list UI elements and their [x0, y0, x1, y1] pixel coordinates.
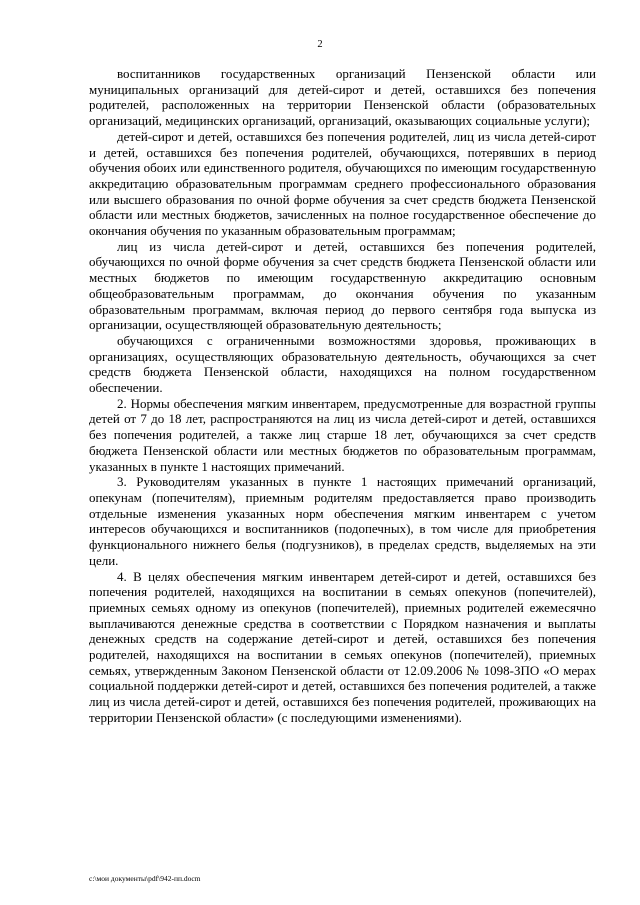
paragraph-former-orphans: лиц из числа детей-сирот и детей, оставшихся без попечения родителей, обучающихся по очной форме обучения за счет средств бюджета Пензенской области или местных бюджетов по имеющим государственную аккредитацию основным общеобразовательным программам, до окончания обучения по указанным образовательным программам, включая период до первого сентября года выпуска из организации, осуществляющей образовательную деятельность; — [89, 238, 596, 333]
document-body — [89, 66, 596, 726]
footer-file-path: c:\мои документы\pdf\942-пп.docm — [89, 874, 201, 883]
paragraph-disabled-students: обучающихся с ограниченными возможностями здоровья, проживающих в организациях, осуществляющих образовательную деятельность, обучающихся за счет средств бюджета Пензенской области, находящихся на полном государственном обеспечении. — [89, 332, 596, 396]
paragraph-item-4: 4. В целях обеспечения мягким инвентарем детей-сирот и детей, оставшихся без попечения родителей, находящихся на воспитании в семьях опекунов (попечителей), приемных семьях одному из опекунов (попечителей), приемных родителей ежемесячно выплачиваются денежные средства в соответствии с Порядком назначения и выплаты денежных средств на содержание детей-сирот и детей, оставшихся без попечения родителей, находящихся на воспитании в семьях опекунов (попечителей), приемных семьях, утвержденным Законом Пензенской области от 12.09.2006 № 1098-ЗПО «О мерах социальной поддержки детей-сирот и детей, оставшихся без попечения родителей, а также лиц из числа детей-сирот и детей, оставшихся без попечения родителей, проживающих на территории Пензенской области» (с последующими изменениями). — [89, 568, 596, 725]
paragraph-item-2: 2. Нормы обеспечения мягким инвентарем, предусмотренные для возрастной группы детей от 7 до 18 лет, распространяются на лиц из числа детей-сирот и детей, оставшихся без попечения родителей, а также лиц старше 18 лет, обучающихся за счет средств бюджета Пензенской области или местных бюджетов по образовательным программам, указанных в пункте 1 настоящих примечаний. — [89, 395, 596, 474]
paragraph-continuation: воспитанников государственных организаций Пензенской области или муниципальных организаций для детей-сирот и детей, оставшихся без попечения родителей, расположенных на территории Пензенской области (образовательных организаций, медицинских организаций, организаций, оказывающих социальные услуги); — [89, 66, 596, 129]
paragraph-orphans-students: детей-сирот и детей, оставшихся без попечения родителей, лиц из числа детей-сирот и детей, оставшихся без попечения родителей, обучающихся, потерявших в период обучения обоих или единственного родителя, обучающихся по имеющим государственную аккредитацию образовательным программам среднего профессионального образования или высшего образования по очной форме обучения за счет средств бюджета Пензенской области или местных бюджетов, зачисленных на полное государственное обеспечение до окончания обучения по указанным образовательным программам; — [89, 128, 596, 239]
paragraph-item-3: 3. Руководителям указанных в пункте 1 настоящих примечаний организаций, опекунам (попечителям), приемным родителям предоставляется право производить отдельные изменения указанных норм обеспечения мягким инвентарем с учетом интересов обучающихся и воспитанников (подопечных), в том числе для приобретения функционального нижнего белья (подгузников), в пределах средств, выделяемых на эти цели. — [89, 474, 596, 568]
page-number: 2 — [317, 39, 323, 50]
